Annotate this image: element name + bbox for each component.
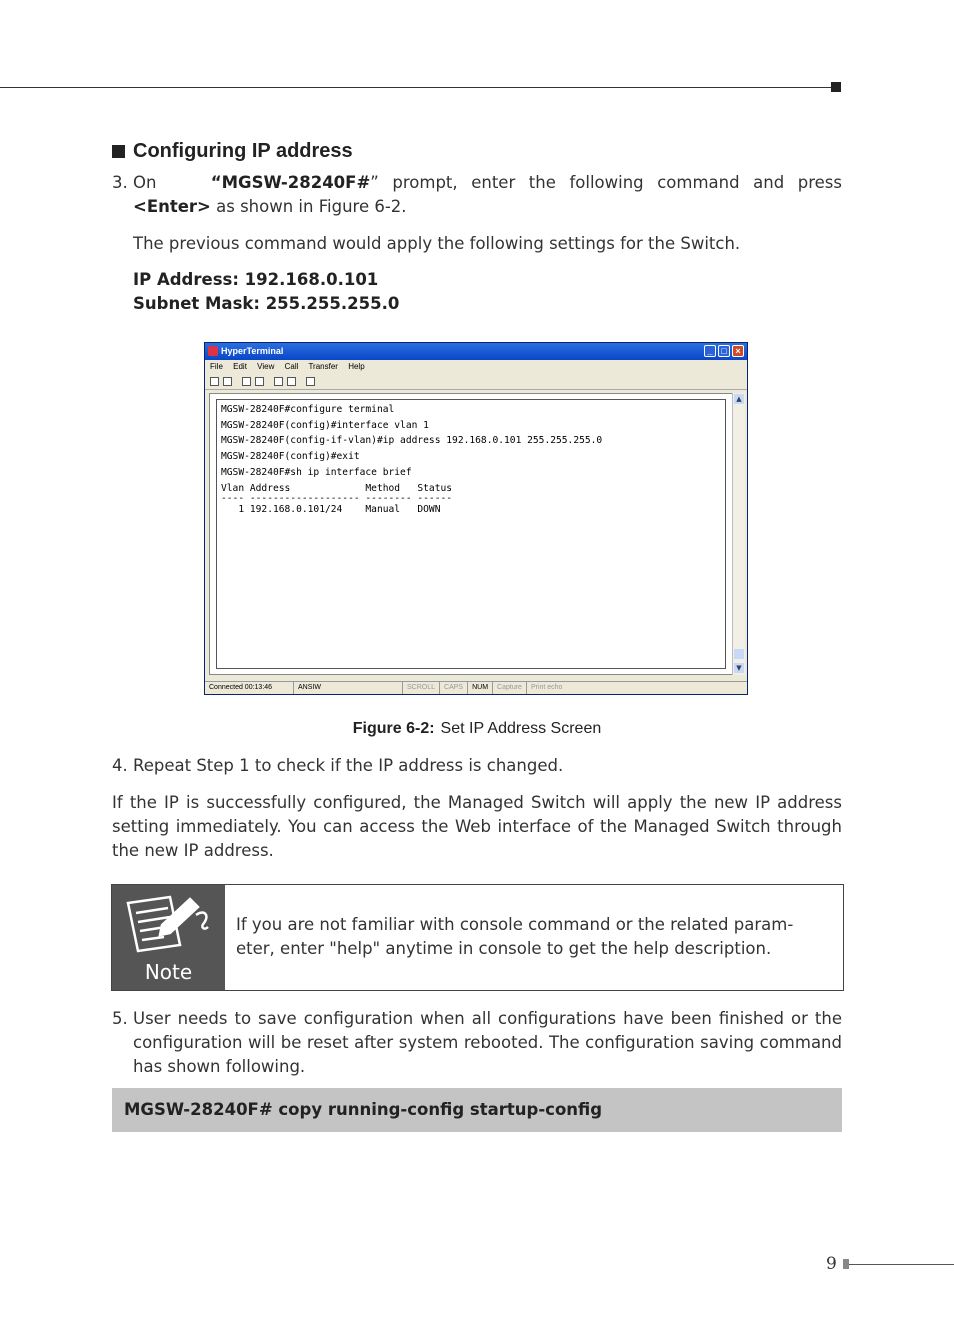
scroll-thumb[interactable]: [734, 649, 744, 659]
menu-help[interactable]: Help: [348, 362, 365, 371]
status-num: NUM: [468, 682, 493, 694]
prompt-text: “MGSW-28240F#: [210, 173, 371, 192]
terminal-line: MGSW-28240F(config)#exit: [221, 451, 360, 463]
top-square-marker: [831, 82, 841, 92]
status-scroll: SCROLL: [403, 682, 440, 694]
step-3-line-1: On “MGSW-28240F#” prompt, enter the following command and press: [133, 173, 843, 192]
connect-icon[interactable]: [242, 377, 251, 386]
window-title: HyperTerminal: [221, 346, 284, 356]
subnet-mask-setting: Subnet Mask: 255.255.255.0: [133, 294, 400, 313]
step-5-text: User needs to save configuration when all configurations have been finished or the configuration will be reset after system rebooted. The configuration saving command has shown following.: [133, 1009, 842, 1076]
figure-caption: [0, 720, 954, 738]
note-pencil-icon: [112, 885, 225, 960]
status-caps: CAPS: [440, 682, 468, 694]
menu-view[interactable]: View: [257, 362, 275, 371]
section-heading-text: Configuring IP address: [133, 140, 353, 162]
status-print-echo: Print echo: [530, 684, 563, 691]
hyperterminal-icon: [208, 346, 218, 356]
figure-caption-text: Set IP Address Screen: [440, 720, 602, 737]
ip-address-setting: IP Address: 192.168.0.101: [133, 270, 379, 289]
settings-block: [133, 268, 399, 316]
figure-label: Figure 6-2:: [352, 720, 435, 737]
success-paragraph: If the IP is successfully configured, the Managed Switch will apply the new IP address setting immediately. You can access the Web interface of the Managed Switch through the new IP address.: [112, 793, 842, 860]
window-titlebar: [205, 343, 747, 360]
status-connected: Connected 00:13:46: [205, 682, 294, 694]
terminal-area[interactable]: [209, 393, 733, 675]
page-number: 9: [826, 1254, 837, 1274]
terminal-line: MGSW-28240F(config)#interface vlan 1: [221, 419, 429, 431]
properties-icon[interactable]: [306, 377, 315, 386]
menubar: [205, 360, 747, 373]
terminal-line: ---- ------------------- -------- ------: [221, 493, 453, 505]
note-text: If you are not familiar with console command or the related param-eter, enter "help" anytime in console to get the help description.: [236, 915, 794, 958]
scroll-up-icon[interactable]: ▲: [734, 394, 744, 404]
menu-call[interactable]: Call: [284, 362, 299, 371]
toolbar: [205, 373, 747, 390]
menu-edit[interactable]: Edit: [233, 362, 247, 371]
square-bullet-icon: [112, 145, 125, 158]
bottom-rule: [849, 1264, 954, 1265]
previous-command-text: The previous command would apply the following settings for the Switch.: [133, 234, 741, 253]
menu-transfer[interactable]: Transfer: [308, 362, 338, 371]
scroll-down-icon[interactable]: ▼: [734, 663, 744, 673]
command-box: MGSW-28240F# copy running-config startup-config: [112, 1088, 842, 1132]
status-bar: [205, 681, 747, 694]
step-4-text: Repeat Step 1 to check if the IP address is changed.: [133, 756, 564, 775]
close-icon[interactable]: ×: [732, 345, 744, 357]
hyperterminal-window: [204, 342, 748, 695]
step-5-number: 5.: [112, 1009, 128, 1028]
section-heading: [112, 140, 353, 163]
terminal-line: MGSW-28240F(config-if-vlan)#ip address 192.168.0.101 255.255.255.0: [221, 435, 603, 447]
terminal-line: Vlan Address Method Status: [221, 482, 453, 494]
vertical-scrollbar[interactable]: [732, 393, 745, 675]
menu-file[interactable]: File: [210, 362, 223, 371]
note-box: [111, 884, 844, 991]
top-rule: [0, 87, 832, 88]
step-4-number: 4.: [112, 756, 128, 775]
step-3-line-2: <Enter> as shown in Figure 6-2.: [133, 197, 407, 216]
terminal-line: MGSW-28240F#configure terminal: [221, 404, 395, 415]
enter-key-text: <Enter>: [133, 197, 211, 216]
terminal-output: [216, 399, 726, 669]
receive-icon[interactable]: [287, 377, 296, 386]
new-icon[interactable]: [210, 377, 219, 386]
maximize-icon[interactable]: □: [718, 345, 730, 357]
note-label: Note: [144, 960, 193, 984]
terminal-line: 1 192.168.0.101/24 Manual DOWN: [221, 504, 441, 516]
step-3-number: 3.: [112, 173, 128, 192]
status-capture: Capture: [493, 682, 527, 694]
status-emulation: ANSIW: [294, 682, 403, 694]
note-icon-panel: [112, 885, 225, 990]
send-icon[interactable]: [274, 377, 283, 386]
terminal-line: MGSW-28240F#sh ip interface brief: [221, 466, 412, 478]
disconnect-icon[interactable]: [255, 377, 264, 386]
open-icon[interactable]: [223, 377, 232, 386]
minimize-icon[interactable]: _: [704, 345, 716, 357]
